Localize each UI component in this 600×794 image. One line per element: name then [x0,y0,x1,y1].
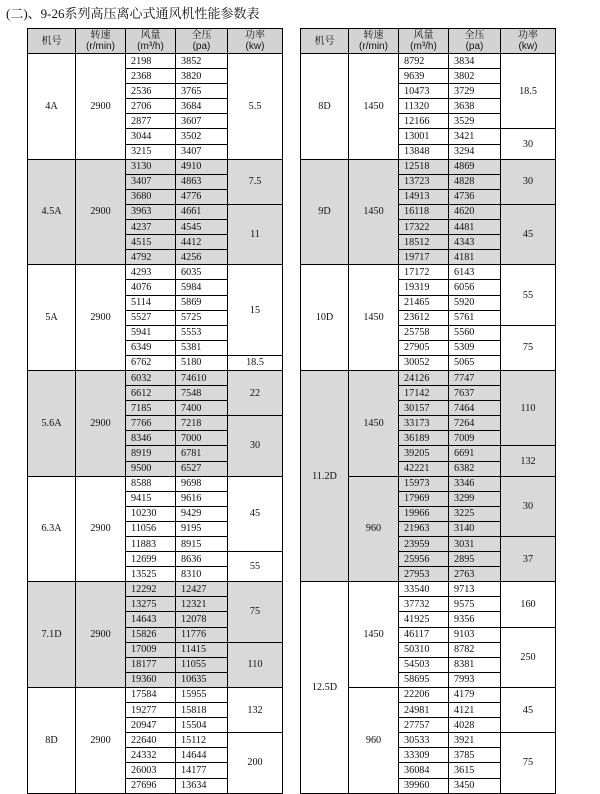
power-cell: 30 [501,129,556,159]
pressure-cell: 4412 [176,235,228,250]
header-airflow-unit: (m³/h) [410,41,437,52]
airflow-cell: 27905 [399,340,449,355]
airflow-cell: 6349 [126,340,176,355]
header-power-label: 功率 [518,30,538,41]
pressure-cell: 13634 [176,778,228,793]
pressure-cell: 5381 [176,340,228,355]
airflow-cell: 10473 [399,84,449,99]
airflow-cell: 4293 [126,265,176,280]
pressure-cell: 6691 [449,446,501,461]
pressure-cell: 4179 [449,687,501,702]
pressure-cell: 2895 [449,552,501,567]
pressure-cell: 3684 [176,99,228,114]
airflow-cell: 27953 [399,567,449,582]
header-model-label: 机号 [41,35,62,47]
pressure-cell: 4256 [176,250,228,265]
pressure-cell: 4620 [449,204,501,219]
pressure-cell: 3502 [176,129,228,144]
header-model-label: 机号 [314,35,335,47]
model-cell: 5A [28,265,76,371]
pressure-cell: 5560 [449,325,501,340]
airflow-cell: 13275 [126,597,176,612]
airflow-cell: 3680 [126,189,176,204]
header-speed-label: 转速 [90,30,111,41]
airflow-cell: 8792 [399,54,449,69]
pressure-cell: 12078 [176,612,228,627]
airflow-cell: 4792 [126,250,176,265]
airflow-cell: 4515 [126,235,176,250]
airflow-cell: 2536 [126,84,176,99]
airflow-cell: 25956 [399,552,449,567]
airflow-cell: 50310 [399,642,449,657]
header-row [28,29,283,54]
power-cell: 160 [501,582,556,627]
airflow-cell: 6612 [126,386,176,401]
pressure-cell: 14177 [176,763,228,778]
pressure-cell: 4661 [176,204,228,219]
airflow-cell: 7185 [126,401,176,416]
header-pressure [176,29,228,54]
airflow-cell: 8919 [126,446,176,461]
header-power-label: 功率 [245,30,265,41]
pressure-cell: 12321 [176,597,228,612]
pressure-cell: 7464 [449,401,501,416]
model-cell: 10D [301,265,349,371]
pressure-cell: 4181 [449,250,501,265]
pressure-cell: 11415 [176,642,228,657]
table-row [301,159,556,174]
speed-cell: 2900 [76,159,126,265]
airflow-cell: 18512 [399,235,449,250]
pressure-cell: 14644 [176,748,228,763]
power-cell: 7.5 [228,159,283,204]
airflow-cell: 20947 [126,718,176,733]
power-cell: 110 [501,370,556,445]
header-power [228,29,283,54]
speed-cell: 2900 [76,265,126,371]
header-airflow [126,29,176,54]
pressure-cell: 4028 [449,718,501,733]
airflow-cell: 19360 [126,672,176,687]
pressure-cell: 74610 [176,370,228,385]
airflow-cell: 24332 [126,748,176,763]
model-cell: 5.6A [28,370,76,476]
airflow-cell: 17142 [399,386,449,401]
airflow-cell: 12292 [126,582,176,597]
pressure-cell: 4776 [176,189,228,204]
pressure-cell: 5869 [176,295,228,310]
airflow-cell: 19717 [399,250,449,265]
pressure-cell: 3421 [449,129,501,144]
airflow-cell: 25758 [399,325,449,340]
power-cell: 45 [501,687,556,732]
power-cell: 110 [228,642,283,687]
airflow-cell: 11056 [126,521,176,536]
pressure-cell: 10635 [176,672,228,687]
model-cell: 9D [301,159,349,265]
power-cell: 30 [501,476,556,536]
header-pressure-label: 全压 [191,30,212,41]
table-row [28,687,283,702]
header-power-unit: (kw) [518,41,538,52]
model-cell: 8D [301,54,349,160]
power-cell: 22 [228,370,283,415]
airflow-cell: 18177 [126,657,176,672]
power-cell: 11 [228,204,283,264]
airflow-cell: 3130 [126,159,176,174]
pressure-cell: 8782 [449,642,501,657]
pressure-cell: 4910 [176,159,228,174]
pressure-cell: 3852 [176,54,228,69]
pressure-cell: 3834 [449,54,501,69]
airflow-cell: 21963 [399,521,449,536]
airflow-cell: 41925 [399,612,449,627]
airflow-cell: 26003 [126,763,176,778]
airflow-cell: 33309 [399,748,449,763]
model-cell: 4.5A [28,159,76,265]
speed-cell: 2900 [76,476,126,582]
header-airflow [399,29,449,54]
airflow-cell: 9639 [399,69,449,84]
pressure-cell: 7000 [176,431,228,446]
pressure-cell: 9575 [449,597,501,612]
airflow-cell: 23959 [399,537,449,552]
airflow-cell: 17322 [399,220,449,235]
power-cell: 75 [228,582,283,642]
table-row [28,370,283,385]
pressure-cell: 5984 [176,280,228,295]
airflow-cell: 4237 [126,220,176,235]
pressure-cell: 8915 [176,537,228,552]
power-cell: 132 [501,446,556,476]
airflow-cell: 16118 [399,204,449,219]
power-cell: 45 [501,204,556,264]
speed-cell: 2900 [76,687,126,793]
pressure-cell: 15818 [176,703,228,718]
left-parameter-table [27,28,283,794]
pressure-cell: 9429 [176,506,228,521]
pressure-cell: 3615 [449,763,501,778]
table-row [301,370,556,385]
pressure-cell: 15955 [176,687,228,702]
airflow-cell: 11320 [399,99,449,114]
airflow-cell: 36084 [399,763,449,778]
pressure-cell: 3346 [449,476,501,491]
airflow-cell: 19966 [399,506,449,521]
pressure-cell: 3407 [176,144,228,159]
pressure-cell: 7747 [449,370,501,385]
pressure-cell: 3140 [449,521,501,536]
pressure-cell: 4121 [449,703,501,718]
speed-cell: 1450 [349,265,399,371]
pressure-cell: 4545 [176,220,228,235]
airflow-cell: 17969 [399,491,449,506]
airflow-cell: 14913 [399,189,449,204]
pressure-cell: 6382 [449,461,501,476]
pressure-cell: 3638 [449,99,501,114]
airflow-cell: 54503 [399,657,449,672]
header-airflow-label: 风量 [413,30,434,41]
airflow-cell: 9415 [126,491,176,506]
page-title: (二)、9-26系列高压离心式通风机性能参数表 [6,6,260,21]
pressure-cell: 7548 [176,386,228,401]
pressure-cell: 3820 [176,69,228,84]
airflow-cell: 11883 [126,537,176,552]
header-speed-unit: (r/min) [86,41,115,52]
airflow-cell: 24981 [399,703,449,718]
speed-cell: 960 [349,687,399,793]
airflow-cell: 3407 [126,174,176,189]
pressure-cell: 15504 [176,718,228,733]
airflow-cell: 3215 [126,144,176,159]
airflow-cell: 5941 [126,325,176,340]
pressure-cell: 5065 [449,355,501,370]
airflow-cell: 58695 [399,672,449,687]
pressure-cell: 4828 [449,174,501,189]
header-model [301,29,349,54]
model-cell: 7.1D [28,582,76,688]
pressure-cell: 7400 [176,401,228,416]
pressure-cell: 9698 [176,476,228,491]
pressure-cell: 4343 [449,235,501,250]
airflow-cell: 13848 [399,144,449,159]
power-cell: 55 [228,552,283,582]
airflow-cell: 8346 [126,431,176,446]
pressure-cell: 7264 [449,416,501,431]
pressure-cell: 3450 [449,778,501,793]
power-cell: 75 [501,733,556,793]
airflow-cell: 5527 [126,310,176,325]
airflow-cell: 10230 [126,506,176,521]
airflow-cell: 30157 [399,401,449,416]
airflow-cell: 4076 [126,280,176,295]
airflow-cell: 6762 [126,355,176,370]
power-cell: 75 [501,325,556,370]
pressure-cell: 6035 [176,265,228,280]
pressure-cell: 12427 [176,582,228,597]
pressure-cell: 3765 [176,84,228,99]
header-speed-label: 转速 [363,30,384,41]
pressure-cell: 6143 [449,265,501,280]
pressure-cell: 6527 [176,461,228,476]
airflow-cell: 21465 [399,295,449,310]
pressure-cell: 8381 [449,657,501,672]
header-speed-unit: (r/min) [359,41,388,52]
header-row [301,29,556,54]
table-row [28,582,283,597]
airflow-cell: 17584 [126,687,176,702]
power-cell: 30 [228,416,283,476]
header-power-unit: (kw) [245,41,265,52]
pressure-cell: 11055 [176,657,228,672]
table-row [28,159,283,174]
airflow-cell: 13525 [126,567,176,582]
airflow-cell: 12699 [126,552,176,567]
airflow-cell: 2877 [126,114,176,129]
airflow-cell: 17009 [126,642,176,657]
pressure-cell: 5920 [449,295,501,310]
pressure-cell: 2763 [449,567,501,582]
pressure-cell: 4481 [449,220,501,235]
airflow-cell: 27696 [126,778,176,793]
table-row [28,265,283,280]
airflow-cell: 39960 [399,778,449,793]
pressure-cell: 3729 [449,84,501,99]
pressure-cell: 9195 [176,521,228,536]
airflow-cell: 22640 [126,733,176,748]
power-cell: 30 [501,159,556,204]
pressure-cell: 6056 [449,280,501,295]
power-cell: 132 [228,687,283,732]
airflow-cell: 15973 [399,476,449,491]
speed-cell: 1450 [349,54,399,160]
pressure-cell: 7637 [449,386,501,401]
airflow-cell: 17172 [399,265,449,280]
pressure-cell: 4736 [449,189,501,204]
pressure-cell: 9713 [449,582,501,597]
airflow-cell: 22206 [399,687,449,702]
pressure-cell: 5761 [449,310,501,325]
table-row [301,54,556,69]
power-cell: 18.5 [501,54,556,129]
pressure-cell: 11776 [176,627,228,642]
airflow-cell: 24126 [399,370,449,385]
pressure-cell: 8636 [176,552,228,567]
airflow-cell: 46117 [399,627,449,642]
header-airflow-label: 风量 [140,30,161,41]
model-cell: 11.2D [301,370,349,581]
airflow-cell: 36189 [399,431,449,446]
header-model [28,29,76,54]
airflow-cell: 33173 [399,416,449,431]
table-row [28,476,283,491]
pressure-cell: 3921 [449,733,501,748]
airflow-cell: 23612 [399,310,449,325]
airflow-cell: 27757 [399,718,449,733]
airflow-cell: 3044 [126,129,176,144]
speed-cell: 2900 [76,582,126,688]
speed-cell: 1450 [349,370,399,476]
airflow-cell: 30052 [399,355,449,370]
pressure-cell: 3607 [176,114,228,129]
table-row [301,582,556,597]
pressure-cell: 7218 [176,416,228,431]
power-cell: 37 [501,537,556,582]
airflow-cell: 42221 [399,461,449,476]
model-cell: 8D [28,687,76,793]
pressure-cell: 5309 [449,340,501,355]
pressure-cell: 7993 [449,672,501,687]
airflow-cell: 39205 [399,446,449,461]
airflow-cell: 2198 [126,54,176,69]
airflow-cell: 15826 [126,627,176,642]
model-cell: 4A [28,54,76,160]
airflow-cell: 37732 [399,597,449,612]
airflow-cell: 12166 [399,114,449,129]
airflow-cell: 5114 [126,295,176,310]
airflow-cell: 30533 [399,733,449,748]
airflow-cell: 13001 [399,129,449,144]
pressure-cell: 9356 [449,612,501,627]
header-pressure-label: 全压 [464,30,485,41]
airflow-cell: 13723 [399,174,449,189]
pressure-cell: 5553 [176,325,228,340]
pressure-cell: 9616 [176,491,228,506]
header-pressure [449,29,501,54]
pressure-cell: 15112 [176,733,228,748]
speed-cell: 960 [349,476,399,582]
header-pressure-unit: (pa) [465,41,484,52]
airflow-cell: 14643 [126,612,176,627]
airflow-cell: 8588 [126,476,176,491]
pressure-cell: 3785 [449,748,501,763]
pressure-cell: 7009 [449,431,501,446]
speed-cell: 1450 [349,159,399,265]
speed-cell: 2900 [76,54,126,160]
right-parameter-table [300,28,556,794]
pressure-cell: 3225 [449,506,501,521]
pressure-cell: 3294 [449,144,501,159]
header-power [501,29,556,54]
model-cell: 6.3A [28,476,76,582]
airflow-cell: 2706 [126,99,176,114]
model-cell: 12.5D [301,582,349,793]
airflow-cell: 9500 [126,461,176,476]
pressure-cell: 3802 [449,69,501,84]
airflow-cell: 3963 [126,204,176,219]
pressure-cell: 3299 [449,491,501,506]
power-cell: 55 [501,265,556,325]
table-row [28,54,283,69]
power-cell: 15 [228,265,283,356]
header-airflow-unit: (m³/h) [137,41,164,52]
power-cell: 200 [228,733,283,793]
airflow-cell: 33540 [399,582,449,597]
power-cell: 45 [228,476,283,551]
pressure-cell: 4869 [449,159,501,174]
pressure-cell: 6781 [176,446,228,461]
speed-cell: 1450 [349,582,399,688]
table-row [301,265,556,280]
header-speed [349,29,399,54]
pressure-cell: 5180 [176,355,228,370]
pressure-cell: 5725 [176,310,228,325]
header-pressure-unit: (pa) [192,41,211,52]
pressure-cell: 3529 [449,114,501,129]
pressure-cell: 3031 [449,537,501,552]
speed-cell: 2900 [76,370,126,476]
airflow-cell: 19277 [126,703,176,718]
pressure-cell: 8310 [176,567,228,582]
power-cell: 18.5 [228,355,283,370]
pressure-cell: 4863 [176,174,228,189]
power-cell: 5.5 [228,54,283,160]
airflow-cell: 6032 [126,370,176,385]
power-cell: 250 [501,627,556,687]
pressure-cell: 9103 [449,627,501,642]
airflow-cell: 19319 [399,280,449,295]
airflow-cell: 12518 [399,159,449,174]
airflow-cell: 7766 [126,416,176,431]
header-speed [76,29,126,54]
airflow-cell: 2368 [126,69,176,84]
